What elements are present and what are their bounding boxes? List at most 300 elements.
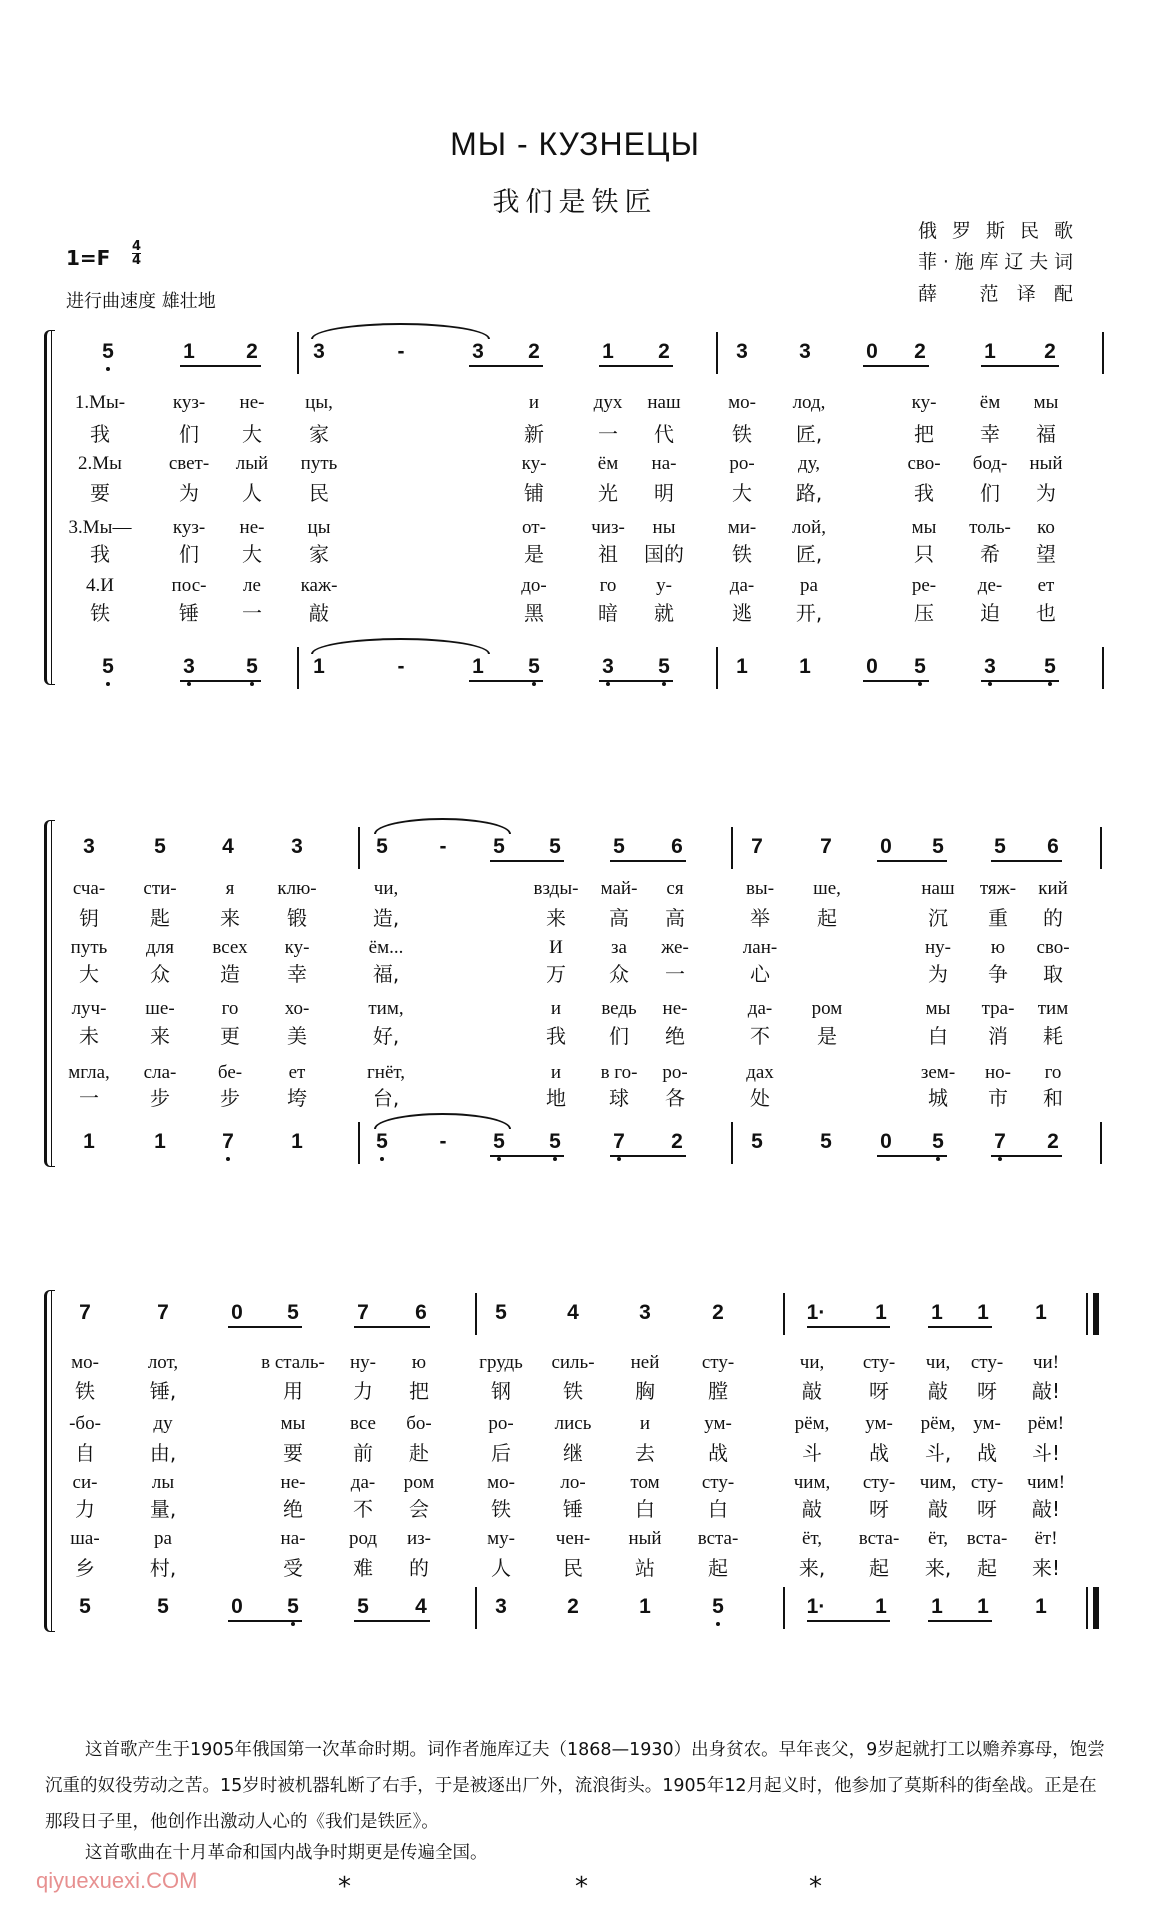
final-barline	[1093, 1587, 1099, 1629]
lyric-chinese: 压	[914, 601, 934, 625]
jianpu-note: 5	[278, 1595, 308, 1619]
jianpu-note: 1	[313, 655, 325, 678]
time-signature-bottom: 4	[132, 253, 142, 268]
lyric-russian: же-	[661, 937, 689, 958]
lyric-russian: лан-	[742, 937, 778, 958]
jianpu-note: 0	[866, 655, 878, 678]
lyric-chinese: 后	[491, 1441, 511, 1465]
lyric-russian: ный	[628, 1528, 662, 1549]
lyric-chinese: 大	[732, 481, 752, 505]
lyric-chinese: 只	[914, 542, 934, 566]
lyric-russian: 4.И	[86, 575, 114, 596]
lyric-russian: тим	[1037, 998, 1069, 1019]
lyric-russian: ром	[403, 1472, 435, 1493]
lyric-chinese: 众	[609, 962, 629, 986]
lyric-chinese: 人	[242, 481, 262, 505]
jianpu-note: 1	[639, 1595, 651, 1618]
notes-paragraph-1	[45, 1732, 1107, 1840]
lyric-chinese: 和	[1043, 1086, 1063, 1110]
lyric-chinese: 继	[563, 1441, 583, 1465]
credit-lyricist: 菲·施库辽夫词	[918, 251, 1078, 273]
lyric-chinese: 路,	[795, 481, 823, 505]
lyric-russian: куз-	[172, 392, 206, 413]
lyric-russian: ко	[1037, 517, 1055, 538]
lyric-russian: сту-	[970, 1472, 1004, 1493]
jianpu-note: 5	[932, 835, 944, 858]
lyric-chinese: 家	[309, 422, 329, 446]
jianpu-note: 7	[751, 835, 763, 858]
jianpu-note: 5	[649, 655, 679, 679]
lyric-russian: мо-	[728, 392, 756, 413]
lyric-russian: ром	[811, 998, 843, 1019]
lyric-chinese: 战	[869, 1441, 889, 1465]
lyric-chinese: 村,	[149, 1556, 177, 1580]
beam-underline	[228, 1326, 302, 1328]
lyric-chinese: 幸	[287, 962, 307, 986]
lyric-russian: ку-	[911, 392, 937, 413]
lyric-chinese: 白	[928, 1024, 948, 1048]
lyric-russian: ле	[243, 575, 261, 596]
jianpu-note: 1	[799, 655, 811, 678]
lyric-chinese: 台,	[372, 1086, 400, 1110]
lyric-chinese: 取	[1043, 962, 1063, 986]
lyric-chinese: 们	[179, 422, 199, 446]
lyric-russian: род	[348, 1528, 378, 1549]
lyric-chinese: 争	[988, 962, 1008, 986]
jianpu-note: 7	[157, 1301, 169, 1324]
lyric-russian: бод-	[972, 453, 1008, 474]
lyric-chinese: 为	[1036, 481, 1056, 505]
lyric-russian: лот,	[147, 1352, 179, 1373]
jianpu-note: 1	[984, 340, 996, 363]
lyric-chinese: 力	[353, 1379, 373, 1403]
lyric-russian: мы	[925, 998, 951, 1019]
lyric-russian: ми-	[727, 517, 757, 538]
lyric-russian: ро-	[662, 1062, 688, 1083]
lyric-chinese: 造	[220, 962, 240, 986]
lyric-russian: го	[221, 998, 239, 1019]
lyric-russian: лый	[235, 453, 269, 474]
lyric-russian: лы	[151, 1472, 175, 1493]
jianpu-note: 1	[183, 340, 195, 363]
lyric-russian: мы	[280, 1413, 306, 1434]
lyric-russian: ну-	[350, 1352, 376, 1373]
barline	[1100, 827, 1102, 869]
jianpu-note: 1	[291, 1130, 303, 1153]
lyric-chinese: 重	[988, 906, 1008, 930]
lyric-russian: ся	[666, 878, 684, 899]
lyric-russian: взды-	[533, 878, 579, 899]
lyric-russian: лой,	[792, 517, 826, 538]
barline	[1100, 1122, 1102, 1164]
lyric-russian: ет	[288, 1062, 306, 1083]
lyric-russian: рём,	[794, 1413, 830, 1434]
final-barline-thin	[1086, 1293, 1088, 1335]
lyric-russian: ра	[800, 575, 818, 596]
jianpu-note: 1	[1035, 1595, 1047, 1618]
lyric-chinese: 前	[353, 1441, 373, 1465]
lyric-russian: ёт,	[801, 1528, 823, 1549]
lyric-chinese: 白	[708, 1497, 728, 1521]
credit-translator: 薛 范译配	[918, 283, 1078, 305]
jianpu-note: 1	[977, 1301, 989, 1324]
lyric-chinese: 会	[409, 1497, 429, 1521]
lyric-chinese: 自	[75, 1441, 95, 1465]
jianpu-note: 5	[751, 1130, 763, 1153]
dash-note: -	[439, 835, 447, 858]
lyric-russian: ро-	[729, 453, 755, 474]
lyric-russian: путь	[300, 453, 338, 474]
lyric-russian: не-	[239, 392, 265, 413]
lyric-russian: бе-	[217, 1062, 243, 1083]
beam-underline	[928, 1620, 992, 1622]
notes-paragraph-1-text: 这首歌产生于1905年俄国第一次革命时期。词作者施库辽夫（1868—1930）出身贫农。早年丧父，9岁起就打工以赡养寡母，饱尝沉重的奴役劳动之苦。15岁时被机器轧断了右手，于是被逐出厂外，流浪街头。1905年12月起义时，他参加了莫斯科的街垒战。正是在那段日子里，他创作出激动人心的《我们是铁匠》。	[45, 1740, 1105, 1832]
lyric-russian: ум-	[865, 1413, 893, 1434]
lyric-chinese: 铁	[732, 422, 752, 446]
tempo-marking: 进行曲速度 雄壮地	[66, 291, 216, 312]
barline	[358, 827, 360, 869]
lyric-chinese: 来	[150, 1024, 170, 1048]
beam-underline	[981, 365, 1059, 367]
jianpu-note: 5	[923, 1130, 953, 1154]
lyric-chinese: 呀	[977, 1379, 997, 1403]
final-barline	[1093, 1293, 1099, 1335]
lyric-russian: ну-	[925, 937, 951, 958]
lyric-chinese: 一	[79, 1086, 99, 1110]
lyric-russian: толь-	[969, 517, 1011, 538]
barline	[358, 1122, 360, 1164]
lyric-russian: гнёт,	[366, 1062, 406, 1083]
lyric-chinese: 用	[283, 1379, 303, 1403]
jianpu-note: 4	[567, 1301, 579, 1324]
lyric-chinese: 不	[353, 1497, 373, 1521]
jianpu-note: 0	[866, 340, 878, 363]
lyric-russian: вста-	[858, 1528, 900, 1549]
lyric-chinese: 消	[988, 1024, 1008, 1048]
lyric-chinese: 地	[546, 1086, 566, 1110]
lyric-chinese: 敲	[802, 1497, 822, 1521]
lyric-russian: дух	[593, 392, 623, 413]
watermark: qiyuexuexi.COM	[36, 1868, 198, 1893]
jianpu-note: 2	[246, 340, 258, 363]
lyric-chinese: 大	[79, 962, 99, 986]
barline	[1102, 332, 1104, 374]
lyric-russian: май-	[600, 878, 638, 899]
lyric-chinese: 敲	[928, 1379, 948, 1403]
jianpu-note: 3	[174, 655, 204, 679]
jianpu-note: 1	[736, 655, 748, 678]
lyric-chinese: 受	[283, 1556, 303, 1580]
jianpu-note: 5	[237, 655, 267, 679]
lyric-chinese: 各	[665, 1086, 685, 1110]
barline	[783, 1293, 785, 1335]
jianpu-note: 4	[222, 835, 234, 858]
lyric-russian: ша-	[70, 1528, 100, 1549]
lyric-chinese: 就	[654, 601, 674, 625]
lyric-chinese: 绝	[665, 1024, 685, 1048]
dash-note: -	[397, 340, 405, 363]
lyric-chinese: 美	[287, 1024, 307, 1048]
jianpu-note: 3	[736, 340, 748, 363]
lyric-russian: тра-	[981, 998, 1015, 1019]
time-signature	[132, 240, 141, 267]
lyric-russian: да-	[729, 575, 755, 596]
lyric-chinese: 也	[1036, 601, 1056, 625]
lyric-chinese: 去	[635, 1441, 655, 1465]
lyric-chinese: 敲	[928, 1497, 948, 1521]
lyric-russian: ра	[154, 1528, 172, 1549]
jianpu-note: 1	[977, 1595, 989, 1618]
lyric-russian: не-	[280, 1472, 306, 1493]
lyric-russian: вста-	[966, 1528, 1008, 1549]
lyric-chinese: 铁	[732, 542, 752, 566]
jianpu-note: 1·	[806, 1595, 826, 1618]
lyric-russian: сти-	[143, 878, 177, 899]
lyric-chinese: 万	[546, 962, 566, 986]
tie-arc	[311, 638, 490, 654]
lyric-chinese: 一	[598, 422, 618, 446]
lyric-chinese: 们	[609, 1024, 629, 1048]
dash-note: -	[397, 655, 405, 678]
lyric-russian: И	[549, 937, 563, 958]
lyric-russian: ёт!	[1034, 1528, 1058, 1549]
system-bracket	[44, 330, 55, 685]
lyric-chinese: 为	[928, 962, 948, 986]
lyric-russian: 2.Мы	[78, 453, 122, 474]
lyric-chinese: 匠,	[795, 542, 823, 566]
jianpu-note: 5	[1035, 655, 1065, 679]
lyric-chinese: 的	[1043, 906, 1063, 930]
key-signature: 1=F	[66, 246, 111, 270]
lyric-chinese: 开,	[795, 601, 823, 625]
lyric-russian: мы	[1033, 392, 1059, 413]
jianpu-note: 2	[1047, 1130, 1059, 1153]
lyric-chinese: 一	[665, 962, 685, 986]
lyric-russian: ку-	[284, 937, 310, 958]
lyric-russian: дах	[746, 1062, 774, 1083]
separator-asterisk: *	[338, 1872, 351, 1902]
lyric-russian: каж-	[300, 575, 338, 596]
lyric-russian: для	[146, 937, 174, 958]
lyric-russian: ду	[153, 1413, 173, 1434]
dash-note: -	[439, 1130, 447, 1153]
jianpu-note: 1	[154, 1130, 166, 1153]
beam-underline	[469, 365, 543, 367]
lyric-chinese: 铺	[524, 481, 544, 505]
lyric-chinese: 步	[150, 1086, 170, 1110]
lyric-russian: пос-	[171, 575, 207, 596]
lyric-russian: и	[528, 392, 540, 413]
barline	[475, 1293, 477, 1335]
jianpu-note: 5	[287, 1301, 299, 1324]
beam-underline	[354, 1620, 430, 1622]
lyric-russian: да-	[350, 1472, 376, 1493]
lyric-russian: луч-	[71, 998, 107, 1019]
barline	[731, 1122, 733, 1164]
beam-underline	[928, 1326, 992, 1328]
jianpu-note: 6	[1047, 835, 1059, 858]
lyric-russian: ку-	[521, 453, 547, 474]
jianpu-note: 3	[593, 655, 623, 679]
lyric-russian: ю	[411, 1352, 427, 1373]
tie-arc	[374, 818, 511, 834]
lyric-chinese: 不	[750, 1024, 770, 1048]
barline	[716, 647, 718, 689]
beam-underline	[991, 1155, 1062, 1157]
jianpu-note: 7	[985, 1130, 1015, 1154]
beam-underline	[863, 680, 929, 682]
lyric-chinese: 一	[242, 601, 262, 625]
lyric-chinese: 锤,	[149, 1379, 177, 1403]
lyric-russian: лись	[554, 1413, 592, 1434]
lyric-chinese: 家	[309, 542, 329, 566]
song-title: МЫ - КУЗНЕЦЫ	[450, 126, 700, 162]
jianpu-note: 5	[93, 340, 123, 364]
time-signature-top: 4	[132, 239, 142, 254]
lyric-chinese: 斗	[802, 1441, 822, 1465]
lyric-chinese: 民	[309, 481, 329, 505]
lyric-chinese: 锻	[287, 906, 307, 930]
lyric-russian: наш	[647, 392, 681, 413]
jianpu-note: 0	[880, 835, 892, 858]
lyric-chinese: 站	[635, 1556, 655, 1580]
lyric-chinese: 敲!	[1031, 1379, 1061, 1403]
lyric-chinese: 城	[928, 1086, 948, 1110]
lyric-chinese: 好,	[372, 1024, 400, 1048]
lyric-russian: ре-	[911, 575, 937, 596]
beam-underline	[877, 860, 947, 862]
lyric-russian: сту-	[701, 1352, 735, 1373]
barline	[1102, 647, 1104, 689]
lyric-russian: от-	[522, 517, 546, 538]
lyric-russian: цы	[307, 517, 331, 538]
lyric-russian: сво-	[907, 453, 941, 474]
lyric-russian: чи,	[925, 1352, 951, 1373]
jianpu-note: 3	[291, 835, 303, 858]
jianpu-note: 7	[604, 1130, 634, 1154]
lyric-russian: бо-	[406, 1413, 432, 1434]
jianpu-note: 1	[931, 1301, 943, 1324]
lyric-chinese: 战	[708, 1441, 728, 1465]
jianpu-note: 5	[493, 835, 505, 858]
lyric-chinese: 起	[869, 1556, 889, 1580]
lyric-russian: ро-	[488, 1413, 514, 1434]
lyric-russian: ум-	[704, 1413, 732, 1434]
jianpu-note: 2	[528, 340, 540, 363]
lyric-russian: ше,	[813, 878, 841, 899]
lyric-chinese: 把	[409, 1379, 429, 1403]
lyric-chinese: 垮	[287, 1086, 307, 1110]
lyric-russian: ду,	[797, 453, 821, 474]
lyric-chinese: 心	[750, 962, 770, 986]
credit-origin: 俄罗斯民歌	[918, 220, 1078, 242]
jianpu-note: 5	[540, 1130, 570, 1154]
lyric-chinese: 来	[546, 906, 566, 930]
lyric-chinese: 要	[283, 1441, 303, 1465]
jianpu-note: 5	[905, 655, 935, 679]
lyric-chinese: 来,	[798, 1556, 826, 1580]
jianpu-note: 5	[703, 1595, 733, 1619]
barline	[783, 1587, 785, 1629]
jianpu-note: 5	[79, 1595, 91, 1618]
lyric-chinese: 沉	[928, 906, 948, 930]
lyric-chinese: 明	[654, 481, 674, 505]
lyric-russian: мо-	[487, 1472, 515, 1493]
lyric-russian: вы-	[745, 878, 775, 899]
lyric-chinese: 铁	[90, 601, 110, 625]
lyric-chinese: 幸	[980, 422, 1000, 446]
lyric-russian: куз-	[172, 517, 206, 538]
notes-paragraph-2: 这首歌曲在十月革命和国内战争时期更是传遍全国。	[85, 1843, 488, 1863]
lyric-russian: го	[599, 575, 617, 596]
lyric-chinese: 耗	[1043, 1024, 1063, 1048]
lyric-chinese: 大	[242, 422, 262, 446]
lyric-chinese: 来	[220, 906, 240, 930]
lyric-russian: ум-	[973, 1413, 1001, 1434]
lyric-russian: чим!	[1026, 1472, 1066, 1493]
lyric-chinese: 市	[988, 1086, 1008, 1110]
jianpu-note: 1·	[806, 1301, 826, 1324]
lyric-chinese: 黑	[524, 601, 544, 625]
lyric-russian: ём	[979, 392, 1001, 413]
lyric-chinese: 由,	[149, 1441, 177, 1465]
lyric-chinese: 祖	[598, 542, 618, 566]
lyric-russian: сту-	[862, 1352, 896, 1373]
jianpu-note: 2	[914, 340, 926, 363]
jianpu-note: 1	[83, 1130, 95, 1153]
jianpu-note: 5	[994, 835, 1006, 858]
lyric-chinese: 的	[409, 1556, 429, 1580]
lyric-chinese: 我	[546, 1024, 566, 1048]
lyric-russian: мы	[911, 517, 937, 538]
beam-underline	[863, 365, 929, 367]
lyric-chinese: 代	[654, 422, 674, 446]
lyric-chinese: 呀	[869, 1379, 889, 1403]
lyric-chinese: 球	[609, 1086, 629, 1110]
lyric-chinese: 绝	[283, 1497, 303, 1521]
lyric-chinese: 胸	[635, 1379, 655, 1403]
lyric-chinese: 乡	[75, 1556, 95, 1580]
lyric-russian: да-	[747, 998, 773, 1019]
jianpu-note: 7	[357, 1301, 369, 1324]
lyric-chinese: 民	[563, 1556, 583, 1580]
lyric-chinese: 敲!	[1031, 1497, 1061, 1521]
jianpu-note: 5	[549, 835, 561, 858]
lyric-russian: ет	[1037, 575, 1055, 596]
jianpu-note: 1	[931, 1595, 943, 1618]
lyric-chinese: 铁	[75, 1379, 95, 1403]
lyric-russian: на-	[280, 1528, 306, 1549]
lyric-chinese: 逃	[732, 601, 752, 625]
lyric-chinese: 难	[353, 1556, 373, 1580]
lyric-russian: сту-	[701, 1472, 735, 1493]
lyric-chinese: 暗	[598, 601, 618, 625]
lyric-chinese: 起	[977, 1556, 997, 1580]
lyric-chinese: 处	[750, 1086, 770, 1110]
barline	[475, 1587, 477, 1629]
jianpu-note: 3	[472, 340, 484, 363]
lyric-chinese: 起	[817, 906, 837, 930]
lyric-russian: 1.Мы-	[74, 392, 126, 413]
lyric-chinese: 力	[75, 1497, 95, 1521]
lyric-russian: ны	[652, 517, 676, 538]
beam-underline	[991, 860, 1062, 862]
jianpu-note: 0	[880, 1130, 892, 1153]
lyric-russian: чиз-	[591, 517, 625, 538]
lyric-chinese: 国的	[644, 542, 684, 566]
lyric-russian: не-	[239, 517, 265, 538]
jianpu-note: 4	[415, 1595, 427, 1618]
